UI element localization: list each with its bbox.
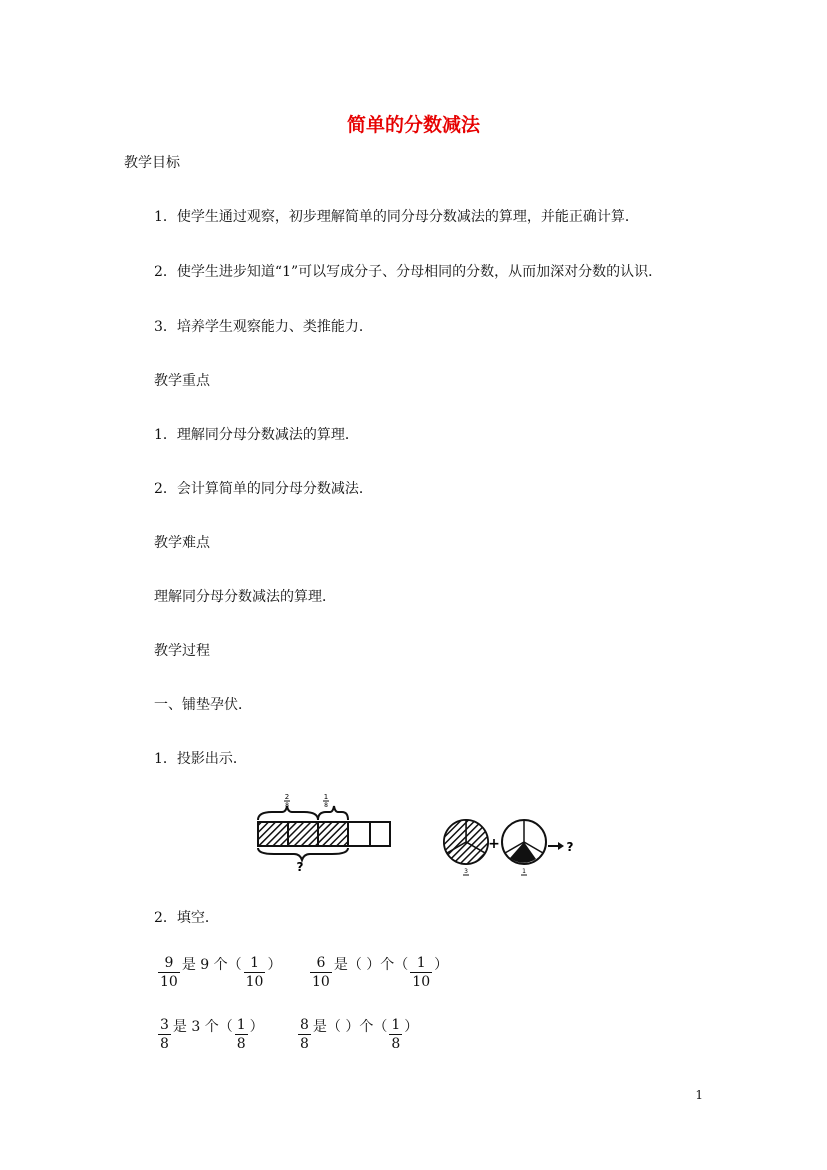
fill-row-1b: $\frac{6}{10}$ 是（ ）个（ $\frac{1}{10}$ ） <box>312 955 449 990</box>
fraction: $\frac{1}{10}$ <box>412 955 431 990</box>
svg-text:8: 8 <box>285 802 289 809</box>
circle-label-left: 3 <box>464 868 468 875</box>
goal-item-3: 3．培养学生观察能力、类推能力． <box>154 319 373 335</box>
bar-label-left: 2 <box>284 793 290 801</box>
key-item-1: 1．理解同分母分数减法的算理． <box>154 427 359 443</box>
fraction: $\frac{6}{10}$ <box>312 955 330 990</box>
page-number: 1 <box>695 1088 703 1102</box>
difficulty-text: 理解同分母分数减法的算理． <box>154 589 336 605</box>
bar-question-mark: ? <box>296 860 304 874</box>
fraction: $\frac{1}{8}$ <box>236 1017 246 1052</box>
step-1-2: 2．填空． <box>154 910 219 926</box>
svg-text:8: 8 <box>324 802 328 809</box>
fill-row-2b: $\frac{8}{8}$ 是（ ）个（ $\frac{1}{8}$ ） <box>300 1017 419 1052</box>
fraction: $\frac{8}{8}$ <box>300 1017 309 1052</box>
circle-label-right: 1 <box>522 868 526 875</box>
page-title: 简单的分数减法 <box>346 114 480 136</box>
fraction: $\frac{1}{10}$ <box>245 955 264 990</box>
fraction-circle-right <box>502 820 546 864</box>
fraction-bar <box>258 806 390 860</box>
goal-item-2: 2．使学生进步知道“1”可以写成分子、分母相同的分数，从而加深对分数的认识． <box>154 264 663 280</box>
circle-question-mark: ? <box>566 840 574 854</box>
step-heading-1: 一、铺垫孕伏． <box>154 697 252 713</box>
projection-figure <box>250 790 580 880</box>
bar-label-right: 1 <box>323 793 329 801</box>
key-item-2: 2．会计算简单的同分母分数减法． <box>154 481 373 497</box>
section-heading-key: 教学重点 <box>154 373 210 389</box>
arrow-right-icon <box>558 842 564 850</box>
section-heading-process: 教学过程 <box>154 643 210 659</box>
goal-item-1: 1．使学生通过观察，初步理解简单的同分母分数减法的算理，并能正确计算． <box>154 209 639 225</box>
fraction: $\frac{9}{10}$ <box>160 955 178 990</box>
fill-row-2: $\frac{3}{8}$ 是 3 个（ $\frac{1}{8}$ ） <box>160 1017 264 1052</box>
fill-row-1: $\frac{9}{10}$ 是 9 个（ $\frac{1}{10}$ ） <box>160 955 282 990</box>
plus-sign: + <box>488 836 500 852</box>
fraction-circle-left <box>444 820 488 864</box>
fraction: $\frac{1}{8}$ <box>391 1017 401 1052</box>
section-heading-difficulty: 教学难点 <box>154 535 210 551</box>
fraction: $\frac{3}{8}$ <box>160 1017 169 1052</box>
step-1-1: 1．投影出示． <box>154 751 247 767</box>
section-heading-goals: 教学目标 <box>124 155 180 171</box>
